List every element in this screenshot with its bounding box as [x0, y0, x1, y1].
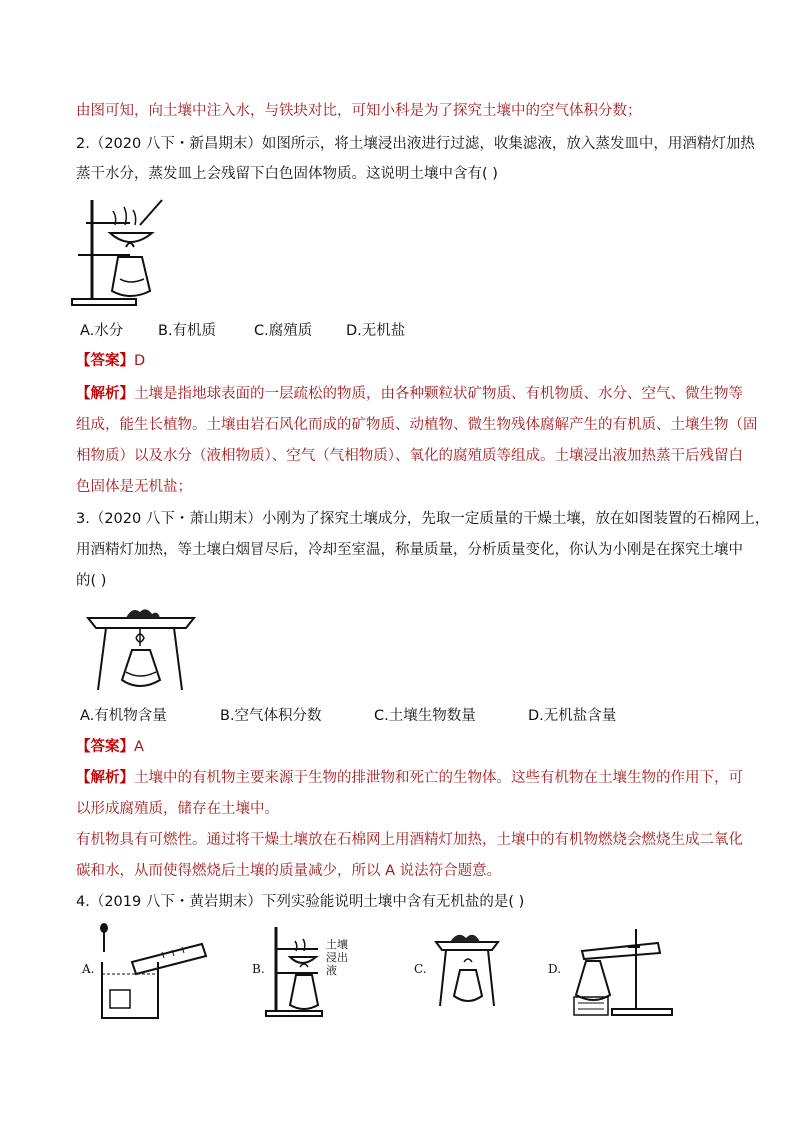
q2-option-b: B.有机质	[158, 323, 217, 339]
q3-option-a: A.有机物含量	[80, 708, 167, 724]
q2-analysis-text-1: 土壤是指地球表面的一层疏松的物质，由各种颗粒状矿物质、有机物质、水分、空气、微生物等	[134, 386, 743, 402]
q3-stem-line-1: 3.（2020 八下・萧山期末）小刚为了探究土壤成分，先取一定质量的干燥土壤，放在如图装置的石棉网上，	[76, 511, 770, 527]
q2-analysis-line-1	[76, 384, 743, 404]
q3-option-d: D.无机盐含量	[528, 708, 617, 724]
q4-figure-c-label: C.	[414, 962, 427, 976]
q3-stem-line-3: 的( )	[76, 573, 107, 589]
q4-figure-d-label: D.	[548, 962, 562, 976]
q3-answer-tag: 【答案】	[76, 739, 134, 755]
q2-answer-tag: 【答案】	[76, 353, 134, 369]
q2-option-c: C.腐殖质	[254, 323, 313, 339]
q3-analysis-line-3: 有机物具有可燃性。通过将干燥土壤放在石棉网上用酒精灯加热，土壤中的有机物燃烧会燃烧生成二氧化	[76, 832, 743, 848]
q4-figure-a-beaker-cylinder	[92, 922, 212, 1022]
q2-stem-line-1: 2.（2020 八下・新昌期末）如图所示，将土壤浸出液进行过滤，收集滤液，放入蒸发皿中，用酒精灯加热	[76, 136, 755, 152]
q3-answer-value: A	[134, 739, 144, 755]
q3-analysis-line-1	[76, 768, 743, 788]
q2-option-a: A.水分	[80, 323, 124, 339]
q4-figure-b-label: B.	[252, 962, 265, 976]
q3-soil-heating-figure	[86, 606, 196, 696]
q2-analysis-tag: 【解析】	[76, 386, 134, 402]
q2-analysis-line-2: 组成，能生长植物。土壤由岩石风化而成的矿物质、动植物、微生物残体腐解产生的有机质、土壤生物（固	[76, 417, 758, 433]
q4-figure-b-evaporation	[262, 925, 332, 1020]
q4-figure-b-caption-1: 土壤	[326, 938, 348, 951]
q2-analysis-line-3: 相物质）以及水分（液相物质）、空气（气相物质）、氧化的腐殖质等组成。土壤浸出液加热蒸干后残留白	[76, 448, 743, 464]
q4-stem-line-1: 4.（2019 八下・黄岩期末）下列实验能说明土壤中含有无机盐的是( )	[76, 894, 525, 910]
q2-evaporation-apparatus-figure	[70, 195, 210, 310]
q4-figure-a-label: A.	[82, 962, 95, 976]
q3-analysis-text-1: 土壤中的有机物主要来源于生物的排泄物和死亡的生物体。这些有机物在土壤生物的作用下，可	[134, 770, 743, 786]
intro-line: 由图可知，向土壤中注入水，与铁块对比，可知小科是为了探究土壤中的空气体积分数；	[76, 103, 642, 119]
q4-figure-d-test-tube-heating	[566, 925, 676, 1020]
q3-option-b: B.空气体积分数	[220, 708, 322, 724]
q2-stem-line-2: 蒸干水分，蒸发皿上会残留下白色固体物质。这说明土壤中含有( )	[76, 166, 498, 182]
q4-figure-b-caption	[326, 938, 348, 977]
q4-figure-c-tripod	[432, 930, 502, 1010]
q2-answer	[76, 351, 145, 371]
q4-figure-b-caption-2: 浸出	[326, 951, 348, 964]
q3-option-c: C.土壤生物数量	[374, 708, 476, 724]
q4-figure-b-caption-3: 液	[326, 964, 337, 977]
q3-answer	[76, 737, 144, 757]
q2-answer-value: D	[134, 353, 146, 369]
q3-analysis-line-4: 碳和水，从而使得燃烧后土壤的质量减少，所以 A 说法符合题意。	[76, 863, 502, 879]
q3-analysis-tag: 【解析】	[76, 770, 134, 786]
q2-analysis-line-4: 色固体是无机盐；	[76, 479, 192, 495]
q2-option-d: D.无机盐	[346, 323, 406, 339]
q3-analysis-line-2: 以形成腐殖质，储存在土壤中。	[76, 801, 279, 817]
q3-stem-line-2: 用酒精灯加热，等土壤白烟冒尽后，冷却至室温，称量质量，分析质量变化，你认为小刚是在探究土壤中	[76, 542, 743, 558]
